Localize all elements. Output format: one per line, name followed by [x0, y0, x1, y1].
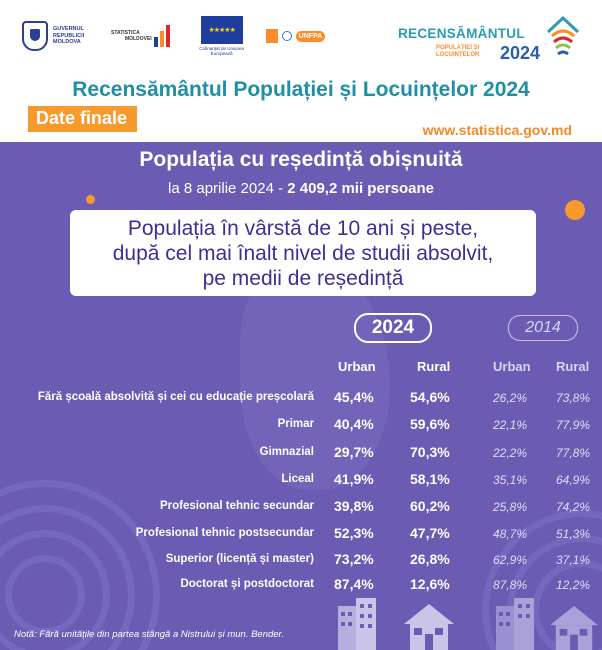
- table-row: [0, 574, 602, 598]
- rural-2024-value: 60,2%: [410, 498, 450, 514]
- urban-2014-value: 22,2%: [493, 446, 528, 460]
- eu-logo: [192, 16, 252, 56]
- urban-2024-value: 87,4%: [334, 576, 374, 592]
- table-row: [0, 469, 602, 493]
- table-row: [0, 496, 602, 520]
- row-label: Superior (licență și master): [165, 553, 314, 565]
- urban-2024-value: 40,4%: [334, 416, 374, 432]
- row-label: Doctorat și postdoctorat: [180, 578, 314, 590]
- urban-2014-value: 48,7%: [493, 527, 528, 541]
- rural-2024-value: 26,8%: [410, 551, 450, 567]
- statistica-bars-icon: [154, 25, 170, 47]
- header: [0, 0, 602, 142]
- urban-2014-value: 26,2%: [493, 391, 528, 405]
- rural-house-icon-2024: [404, 604, 454, 650]
- population-total: 2 409,2 mii persoane: [287, 180, 434, 197]
- footnote: Notă: Fără unitățile din partea stângă a Nistrului și mun. Bender.: [14, 629, 285, 640]
- rural-2014-value: 77,8%: [556, 446, 591, 460]
- partner-logos: [22, 14, 325, 58]
- urban-2024-value: 29,7%: [334, 444, 374, 460]
- row-label: Profesional tehnic postsecundar: [135, 527, 314, 539]
- indicator-line-3: pe medii de reședință: [202, 267, 404, 290]
- urban-2024-value: 41,9%: [334, 471, 374, 487]
- rural-house-icon-2014: [550, 606, 598, 650]
- census-logo-year: 2024: [500, 43, 541, 63]
- urban-2014-value: 62,9%: [493, 553, 528, 567]
- urban-building-icon-2024: [336, 598, 378, 650]
- row-label: Gimnazial: [259, 446, 314, 458]
- main-title: Recensământul Populației și Locuințelor 2024: [72, 78, 530, 101]
- rural-2024-value: 47,7%: [410, 525, 450, 541]
- table-row: [0, 549, 602, 573]
- year-2014-label: 2014: [508, 315, 578, 341]
- rural-2024-value: 70,3%: [410, 444, 450, 460]
- col-rural-2014: Rural: [556, 359, 590, 374]
- eu-flag-icon: ★★★★★: [201, 16, 243, 44]
- rural-2024-value: 54,6%: [410, 389, 450, 405]
- government-logo: [22, 21, 95, 51]
- urban-2024-value: 73,2%: [334, 551, 374, 567]
- undp-icon: [266, 29, 278, 43]
- table-row: [0, 387, 602, 411]
- urban-2024-value: 39,8%: [334, 498, 374, 514]
- rural-2014-value: 37,1%: [556, 553, 591, 567]
- rural-2014-value: 73,8%: [556, 391, 591, 405]
- website-link[interactable]: www.statistica.gov.md: [422, 122, 572, 138]
- statistica-logo-text-top: STATISTICA: [111, 30, 140, 36]
- eu-logo-text: Cofinanțat de Uniunea Europeană: [199, 46, 245, 56]
- census-logo-sub-2: LOCUINȚELOR: [436, 52, 480, 58]
- table-row: [0, 442, 602, 466]
- urban-2024-value: 52,3%: [334, 525, 374, 541]
- population-subtitle: [0, 180, 602, 197]
- row-label: Primar: [277, 418, 314, 430]
- rural-2014-value: 12,2%: [556, 578, 591, 592]
- rural-2014-value: 64,9%: [556, 473, 591, 487]
- census-logo-name: RECENSĂMÂNTUL: [398, 26, 525, 41]
- col-urban-2024: Urban: [338, 359, 376, 374]
- unfpa-logo: UNFPA: [296, 31, 326, 42]
- un-logos: [266, 29, 326, 43]
- rural-2014-value: 74,2%: [556, 500, 591, 514]
- government-logo-text: GUVERNUL REPUBLICII MOLDOVA: [53, 26, 85, 46]
- year-2024-label: 2024: [354, 313, 432, 343]
- decorative-dot-large: [565, 200, 585, 220]
- urban-2014-value: 25,8%: [493, 500, 528, 514]
- rural-2014-value: 51,3%: [556, 527, 591, 541]
- urban-2024-value: 45,4%: [334, 389, 374, 405]
- urban-2014-value: 87,8%: [493, 578, 528, 592]
- row-label: Liceal: [281, 473, 314, 485]
- table-row: [0, 414, 602, 438]
- census-logo: [398, 12, 588, 64]
- row-label: Profesional tehnic secundar: [159, 500, 314, 512]
- statistica-logo: [111, 25, 170, 47]
- indicator-line-1: Populația în vârstă de 10 ani și peste,: [127, 217, 479, 240]
- rural-2014-value: 77,9%: [556, 418, 591, 432]
- urban-building-icon-2014: [494, 598, 536, 650]
- crest-icon: [22, 21, 48, 51]
- col-urban-2014: Urban: [493, 359, 531, 374]
- un-globe-icon: [282, 31, 292, 41]
- statistica-logo-text-bottom: MOLDOVEI: [125, 36, 152, 42]
- col-rural-2024: Rural: [417, 359, 451, 374]
- indicator-box: [70, 210, 536, 296]
- final-data-badge: Date finale: [28, 106, 137, 132]
- rural-2024-value: 12,6%: [410, 576, 450, 592]
- row-label: Fără școală absolvită și cei cu educație preșcolară: [37, 391, 314, 403]
- urban-2014-value: 22,1%: [493, 418, 528, 432]
- rural-2024-value: 59,6%: [410, 416, 450, 432]
- urban-2014-value: 35,1%: [493, 473, 528, 487]
- house-logo-icon: [544, 12, 582, 60]
- table-row: [0, 523, 602, 547]
- indicator-line-2: după cel mai înalt nivel de studii absolvit,: [112, 242, 494, 265]
- population-title: Populația cu reședință obișnuită: [139, 148, 463, 171]
- census-logo-sub-1: POPULAȚIEI ȘI: [436, 45, 480, 51]
- rural-2024-value: 58,1%: [410, 471, 450, 487]
- population-subtitle-prefix: la 8 aprilie 2024 -: [168, 180, 288, 197]
